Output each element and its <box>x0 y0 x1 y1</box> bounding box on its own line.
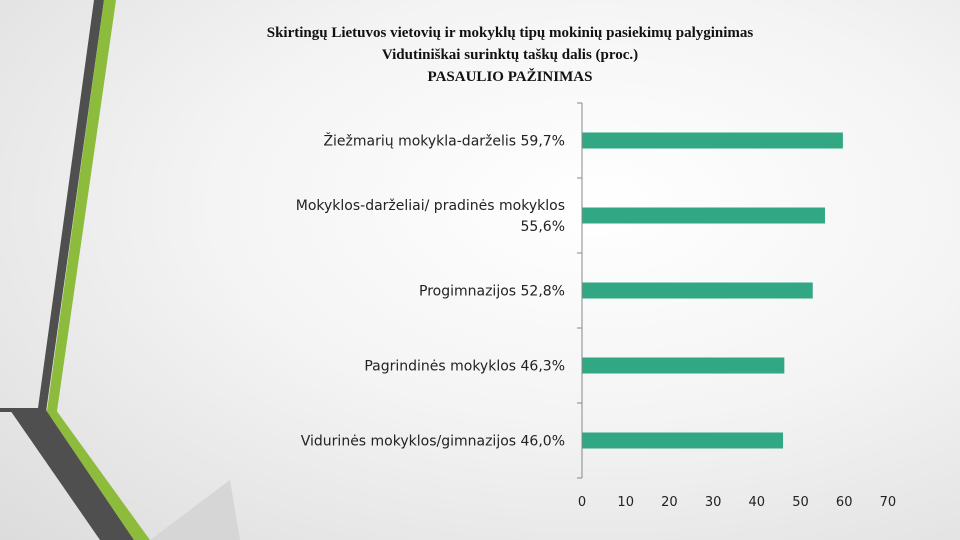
category-label-3 <box>364 359 565 375</box>
x-tick-label: 40 <box>748 495 766 510</box>
category-label-line: Mokyklos-darželiai/ pradinės mokyklos <box>295 198 565 214</box>
chart-subject: PASAULIO PAŽINIMAS <box>427 69 593 85</box>
category-label-4 <box>301 434 565 450</box>
axes-group <box>577 103 582 478</box>
tick-labels <box>578 495 896 510</box>
x-tick-label: 20 <box>661 495 678 510</box>
x-tick-label: 60 <box>835 495 853 510</box>
category-label-line: 55,6% <box>520 219 565 235</box>
category-label-0 <box>323 132 565 150</box>
category-label-line: Vidurinės mokyklos/gimnazijos 46,0% <box>300 433 565 450</box>
x-tick-label: 0 <box>577 495 587 510</box>
bars-group <box>582 133 843 449</box>
bar-1 <box>582 208 825 224</box>
bar-0 <box>582 133 843 149</box>
category-label-line: Progimnazijos 52,8% <box>419 283 565 300</box>
category-label-line: Žiežmarių mokykla-darželis 59,7% <box>323 133 565 150</box>
x-tick-label: 50 <box>792 495 809 510</box>
x-tick-label: 30 <box>704 495 722 510</box>
category-label-2 <box>419 284 565 300</box>
bar-4 <box>582 433 783 449</box>
category-label-line: Pagrindinės mokyklos 46,3% <box>364 358 565 375</box>
x-tick-label: 70 <box>879 495 897 510</box>
x-tick-label: 10 <box>617 495 634 510</box>
chart-subtitle: Vidutiniškai surinktų taškų dalis (proc.) <box>381 47 639 63</box>
category-label-1 <box>296 198 565 235</box>
bar-3 <box>582 358 784 374</box>
category-labels <box>296 132 565 450</box>
bar-2 <box>582 283 813 299</box>
chart-title: Skirtingų Lietuvos vietovių ir mokyklų tipų mokinių pasiekimų palyginimas <box>266 25 754 41</box>
